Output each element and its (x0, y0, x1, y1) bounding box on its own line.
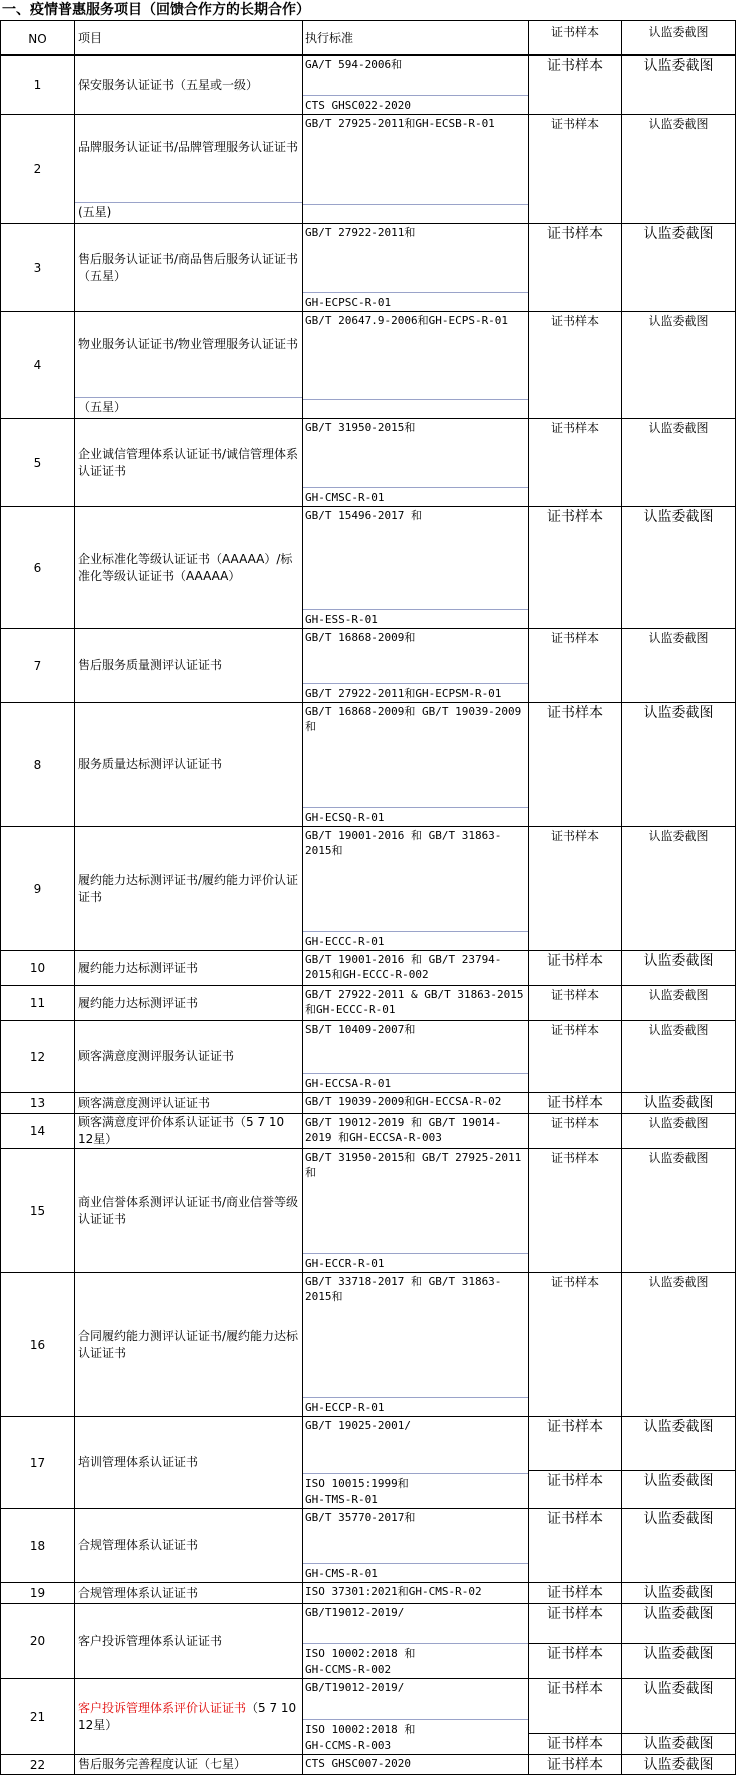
sample-cell[interactable]: 证书样本 (528, 1416, 622, 1471)
divider (303, 931, 528, 932)
divider (303, 683, 528, 684)
item-name: 服务质量达标测评认证证书 (78, 757, 223, 771)
row-item (74, 1092, 303, 1114)
row-number: 6 (0, 506, 75, 629)
item-rating: (五星) (78, 205, 112, 219)
row-number: 22 (0, 1754, 75, 1775)
item-name: 售后服务质量测评认证证书 (78, 658, 223, 672)
standard-line: GB/T 31950-2015和 GB/T 27925-2011和 (305, 1151, 522, 1179)
sample-cell[interactable]: 证书样本 (528, 506, 622, 629)
standard-line: GH-TMS-R-01 (305, 1493, 378, 1506)
screenshot-cell[interactable]: 认监委截图 (621, 826, 736, 951)
sample-cell[interactable]: 证书样本 (528, 702, 622, 827)
screenshot-cell[interactable]: 认监委截图 (621, 114, 736, 224)
standard-line: GB/T 27922-2011和 (305, 226, 416, 239)
divider (303, 609, 528, 610)
screenshot-cell[interactable]: 认监委截图 (621, 223, 736, 312)
row-item (74, 985, 303, 1021)
standard-line: ISO 10002:2018 和 (305, 1723, 416, 1736)
item-name: 培训管理体系认证证书 (78, 1455, 199, 1469)
item-name: 合规管理体系认证证书 (78, 1538, 199, 1552)
standard-line: ISO 37301:2021和GH-CMS-R-02 (305, 1585, 482, 1598)
standard-line: GB/T 15496-2017 和 (305, 509, 422, 522)
item-name: 合同履约能力测评认证证书/履约能力达标认证证书 (78, 1328, 299, 1360)
standard-line: GB/T19012-2019/ (305, 1681, 405, 1694)
screenshot-cell[interactable]: 认监委截图 (621, 418, 736, 507)
table-row (0, 223, 736, 312)
row-item (74, 1603, 303, 1679)
standard-line: GB/T 20647.9-2006和GH-ECPS-R-01 (305, 314, 509, 327)
divider (303, 1719, 528, 1720)
item-rating: （5 7 10 12星） (78, 1700, 297, 1732)
row-standard (302, 1113, 529, 1149)
table-row (0, 1272, 736, 1417)
table-row (0, 1754, 736, 1775)
row-standard (302, 702, 529, 827)
row-number: 15 (0, 1148, 75, 1273)
standard-line: GH-CCMS-R-003 (305, 1739, 392, 1752)
divider (303, 1473, 528, 1474)
sample-cell[interactable]: 证书样本 (528, 1148, 622, 1273)
sample-cell[interactable]: 证书样本 (528, 1508, 622, 1583)
row-item (74, 702, 303, 827)
row-number: 4 (0, 311, 75, 419)
sample-cell[interactable]: 证书样本 (528, 628, 622, 703)
standard-line: GB/T 19001-2016 和 GB/T 31863-2015和 (305, 829, 502, 857)
row-item (74, 826, 303, 951)
sample-cell[interactable]: 证书样本 (528, 1603, 622, 1644)
sample-cell[interactable]: 证书样本 (528, 1678, 622, 1734)
table-row (0, 1508, 736, 1583)
table-row (0, 1416, 736, 1509)
row-item (74, 950, 303, 986)
header-item: 项目 (74, 20, 303, 55)
item-name: 企业诚信管理体系认证证书/诚信管理体系认证证书 (78, 446, 299, 478)
row-standard (302, 1020, 529, 1093)
item-name: 客户投诉管理体系认证证书 (78, 1633, 223, 1648)
standard-line: GB/T 31950-2015和 (305, 421, 416, 434)
screenshot-cell[interactable]: 认监委截图 (621, 1643, 736, 1679)
sample-cell[interactable]: 证书样本 (528, 1020, 622, 1093)
sample-cell[interactable]: 证书样本 (528, 1582, 622, 1604)
table-row (0, 1582, 736, 1604)
table-row (0, 1603, 736, 1679)
sample-cell[interactable]: 证书样本 (528, 1733, 622, 1755)
table-row (0, 702, 736, 827)
item-name: 商业信誉体系测评认证证书/商业信誉等级认证证书 (78, 1194, 299, 1226)
divider (303, 95, 528, 96)
sample-cell[interactable]: 证书样本 (528, 1470, 622, 1509)
row-number: 3 (0, 223, 75, 312)
item-name: 履约能力达标测评证书 (78, 960, 199, 975)
row-number: 19 (0, 1582, 75, 1604)
header-sample: 证书样本 (528, 20, 622, 55)
row-standard (302, 826, 529, 951)
row-item (74, 1754, 303, 1775)
row-number: 14 (0, 1113, 75, 1149)
standard-line: GH-ECCC-R-01 (305, 935, 385, 948)
item-name-highlight: 客户投诉管理体系评价认证证书 (78, 1700, 247, 1715)
sample-cell[interactable]: 证书样本 (528, 311, 622, 419)
standard-line: ISO 10015:1999和 (305, 1477, 409, 1490)
header-standard: 执行标准 (302, 20, 529, 55)
sample-cell[interactable]: 证书样本 (528, 985, 622, 1021)
divider (75, 202, 302, 203)
row-standard (302, 1678, 529, 1755)
table-row (0, 506, 736, 629)
screenshot-cell[interactable]: 认监委截图 (621, 55, 736, 115)
divider (303, 1643, 528, 1644)
item-rating: （五星） (78, 400, 127, 414)
row-number: 13 (0, 1092, 75, 1114)
screenshot-cell[interactable]: 认监委截图 (621, 1508, 736, 1583)
sample-cell[interactable]: 证书样本 (528, 223, 622, 312)
sample-cell[interactable]: 证书样本 (528, 1272, 622, 1417)
table-row (0, 826, 736, 951)
divider (303, 399, 528, 400)
row-item (74, 311, 303, 419)
row-item (74, 1678, 303, 1755)
screenshot-cell[interactable]: 认监委截图 (621, 1582, 736, 1604)
row-number: 1 (0, 55, 75, 115)
table-row (0, 114, 736, 224)
divider (303, 1397, 528, 1398)
screenshot-cell[interactable]: 认监委截图 (621, 1603, 736, 1644)
screenshot-cell[interactable]: 认监委截图 (621, 628, 736, 703)
row-item (74, 114, 303, 224)
divider (303, 807, 528, 808)
row-standard (302, 1603, 529, 1679)
standard-line: GH-ECPSC-R-01 (305, 296, 392, 309)
row-number: 10 (0, 950, 75, 986)
screenshot-cell[interactable]: 认监委截图 (621, 1092, 736, 1114)
divider (303, 487, 528, 488)
standard-line: GH-ECCSA-R-01 (305, 1077, 392, 1090)
standard-line: GH-ECCP-R-01 (305, 1401, 385, 1414)
row-number: 20 (0, 1603, 75, 1679)
sample-cell[interactable]: 证书样本 (528, 1754, 622, 1775)
row-item (74, 223, 303, 312)
row-number: 7 (0, 628, 75, 703)
row-number: 17 (0, 1416, 75, 1509)
sample-cell[interactable]: 证书样本 (528, 1092, 622, 1114)
sample-cell[interactable]: 证书样本 (528, 114, 622, 224)
row-number: 9 (0, 826, 75, 951)
standard-line: GB/T 27922-2011 & GB/T 31863-2015和GH-ECCC-R-01 (305, 988, 524, 1016)
item-name: 履约能力达标测评证书 (78, 995, 199, 1010)
table-row (0, 55, 736, 115)
row-number: 18 (0, 1508, 75, 1583)
table-row (0, 1678, 736, 1755)
standard-line: CTS GHSC022-2020 (305, 99, 411, 112)
item-name: 售后服务认证证书/商品售后服务认证证书 （五星） (78, 251, 299, 283)
table-row (0, 1092, 736, 1114)
standard-line: GA/T 594-2006和 (305, 58, 403, 71)
row-standard (302, 1416, 529, 1509)
row-item (74, 1416, 303, 1509)
standard-line: GB/T 16868-2009和 GB/T 19039-2009和 (305, 705, 522, 733)
row-number: 16 (0, 1272, 75, 1417)
row-standard (302, 985, 529, 1021)
header-screenshot: 认监委截图 (621, 20, 736, 55)
screenshot-cell[interactable]: 认监委截图 (621, 311, 736, 419)
sample-cell[interactable]: 证书样本 (528, 950, 622, 986)
row-item (74, 1148, 303, 1273)
item-name: 售后服务完善程度认证（七星） (78, 1757, 247, 1771)
item-name: 物业服务认证证书/物业管理服务认证证书 (78, 337, 299, 351)
row-standard (302, 223, 529, 312)
row-item (74, 506, 303, 629)
screenshot-cell[interactable]: 认监委截图 (621, 950, 736, 986)
divider (303, 1563, 528, 1564)
screenshot-cell[interactable]: 认监委截图 (621, 1678, 736, 1734)
row-item (74, 628, 303, 703)
table-row (0, 418, 736, 507)
sample-cell[interactable]: 证书样本 (528, 55, 622, 115)
standard-line: GB/T 16868-2009和 (305, 631, 416, 644)
sample-cell[interactable]: 证书样本 (528, 1113, 622, 1149)
standard-line: GB/T 19025-2001/ (305, 1419, 411, 1432)
table-row (0, 311, 736, 419)
divider (303, 204, 528, 205)
table-row (0, 1113, 736, 1149)
row-standard (302, 1148, 529, 1273)
standard-line: GB/T 19012-2019 和 GB/T 19014-2019 和GH-ECCSA-R-003 (305, 1116, 502, 1144)
row-item (74, 55, 303, 115)
standard-line: GH-CCMS-R-002 (305, 1663, 392, 1676)
screenshot-cell[interactable]: 认监委截图 (621, 506, 736, 629)
standard-line: GH-ESS-R-01 (305, 613, 378, 626)
sample-cell[interactable]: 证书样本 (528, 418, 622, 507)
divider (303, 292, 528, 293)
row-number: 11 (0, 985, 75, 1021)
screenshot-cell[interactable]: 认监委截图 (621, 1416, 736, 1471)
row-standard (302, 418, 529, 507)
row-number: 12 (0, 1020, 75, 1093)
table-row (0, 1148, 736, 1273)
row-item (74, 1272, 303, 1417)
page-title: 一、疫情普惠服务项目（回馈合作方的长期合作） (2, 2, 310, 18)
row-standard (302, 1754, 529, 1775)
row-standard (302, 1508, 529, 1583)
row-number: 21 (0, 1678, 75, 1755)
standard-line: GB/T 27925-2011和GH-ECSB-R-01 (305, 117, 495, 130)
screenshot-cell[interactable]: 认监委截图 (621, 1272, 736, 1417)
item-name: 顾客满意度测评认证证书 (78, 1095, 211, 1110)
screenshot-cell[interactable]: 认监委截图 (621, 1733, 736, 1755)
standard-line: GH-CMSC-R-01 (305, 491, 385, 504)
screenshot-cell[interactable]: 认监委截图 (621, 985, 736, 1021)
standard-line: SB/T 10409-2007和 (305, 1023, 416, 1036)
table-row (0, 1020, 736, 1093)
row-number: 5 (0, 418, 75, 507)
row-item (74, 1113, 303, 1149)
row-item (74, 1582, 303, 1604)
divider (303, 1073, 528, 1074)
screenshot-cell[interactable]: 认监委截图 (621, 702, 736, 827)
row-number: 8 (0, 702, 75, 827)
screenshot-cell[interactable]: 认监委截图 (621, 1148, 736, 1273)
standard-line: GB/T19012-2019/ (305, 1606, 405, 1619)
standard-line: GH-ECCR-R-01 (305, 1257, 385, 1270)
standard-line: GB/T 35770-2017和 (305, 1511, 416, 1524)
row-standard (302, 950, 529, 986)
row-item (74, 418, 303, 507)
row-standard (302, 1582, 529, 1604)
row-item (74, 1508, 303, 1583)
standard-line: GB/T 27922-2011和GH-ECPSM-R-01 (305, 687, 502, 700)
row-standard (302, 114, 529, 224)
item-name: 顾客满意度测评服务认证证书 (78, 1049, 235, 1063)
row-standard (302, 1272, 529, 1417)
screenshot-cell[interactable]: 认监委截图 (621, 1470, 736, 1509)
divider (303, 1253, 528, 1254)
screenshot-cell[interactable]: 认监委截图 (621, 1113, 736, 1149)
table-row (0, 628, 736, 703)
table-row (0, 985, 736, 1021)
sample-cell[interactable]: 证书样本 (528, 826, 622, 951)
item-name: 履约能力达标测评证书/履约能力评价认证证书 (78, 872, 299, 904)
standard-line: ISO 10002:2018 和 (305, 1647, 416, 1660)
header-row (0, 20, 736, 55)
standard-line: GB/T 19039-2009和GH-ECCSA-R-02 (305, 1095, 502, 1108)
item-name: 顾客满意度评价体系认证证书（5 7 10 12星） (78, 1115, 285, 1146)
standard-line: GH-CMS-R-01 (305, 1567, 378, 1580)
row-item (74, 1020, 303, 1093)
header-no: NO (0, 20, 75, 55)
row-number: 2 (0, 114, 75, 224)
item-name: 企业标准化等级认证证书（AAAAA）/标准化等级认证证书（AAAAA） (78, 551, 293, 583)
screenshot-cell[interactable]: 认监委截图 (621, 1020, 736, 1093)
item-name: 品牌服务认证证书/品牌管理服务认证证书 (78, 140, 299, 154)
row-standard (302, 628, 529, 703)
item-name: 保安服务认证证书（五星或一级） (78, 77, 259, 92)
item-name: 合规管理体系认证证书 (78, 1585, 199, 1600)
divider (75, 397, 302, 398)
row-standard (302, 55, 529, 115)
standard-line: CTS GHSC007-2020 (305, 1757, 411, 1770)
row-standard (302, 1092, 529, 1114)
standard-line: GH-ECSQ-R-01 (305, 811, 385, 824)
table-row (0, 950, 736, 986)
screenshot-cell[interactable]: 认监委截图 (621, 1754, 736, 1775)
standard-line: GB/T 19001-2016 和 GB/T 23794-2015和GH-ECCC-R-002 (305, 953, 502, 981)
row-standard (302, 311, 529, 419)
standard-line: GB/T 33718-2017 和 GB/T 31863-2015和 (305, 1275, 502, 1303)
row-standard (302, 506, 529, 629)
sample-cell[interactable]: 证书样本 (528, 1643, 622, 1679)
